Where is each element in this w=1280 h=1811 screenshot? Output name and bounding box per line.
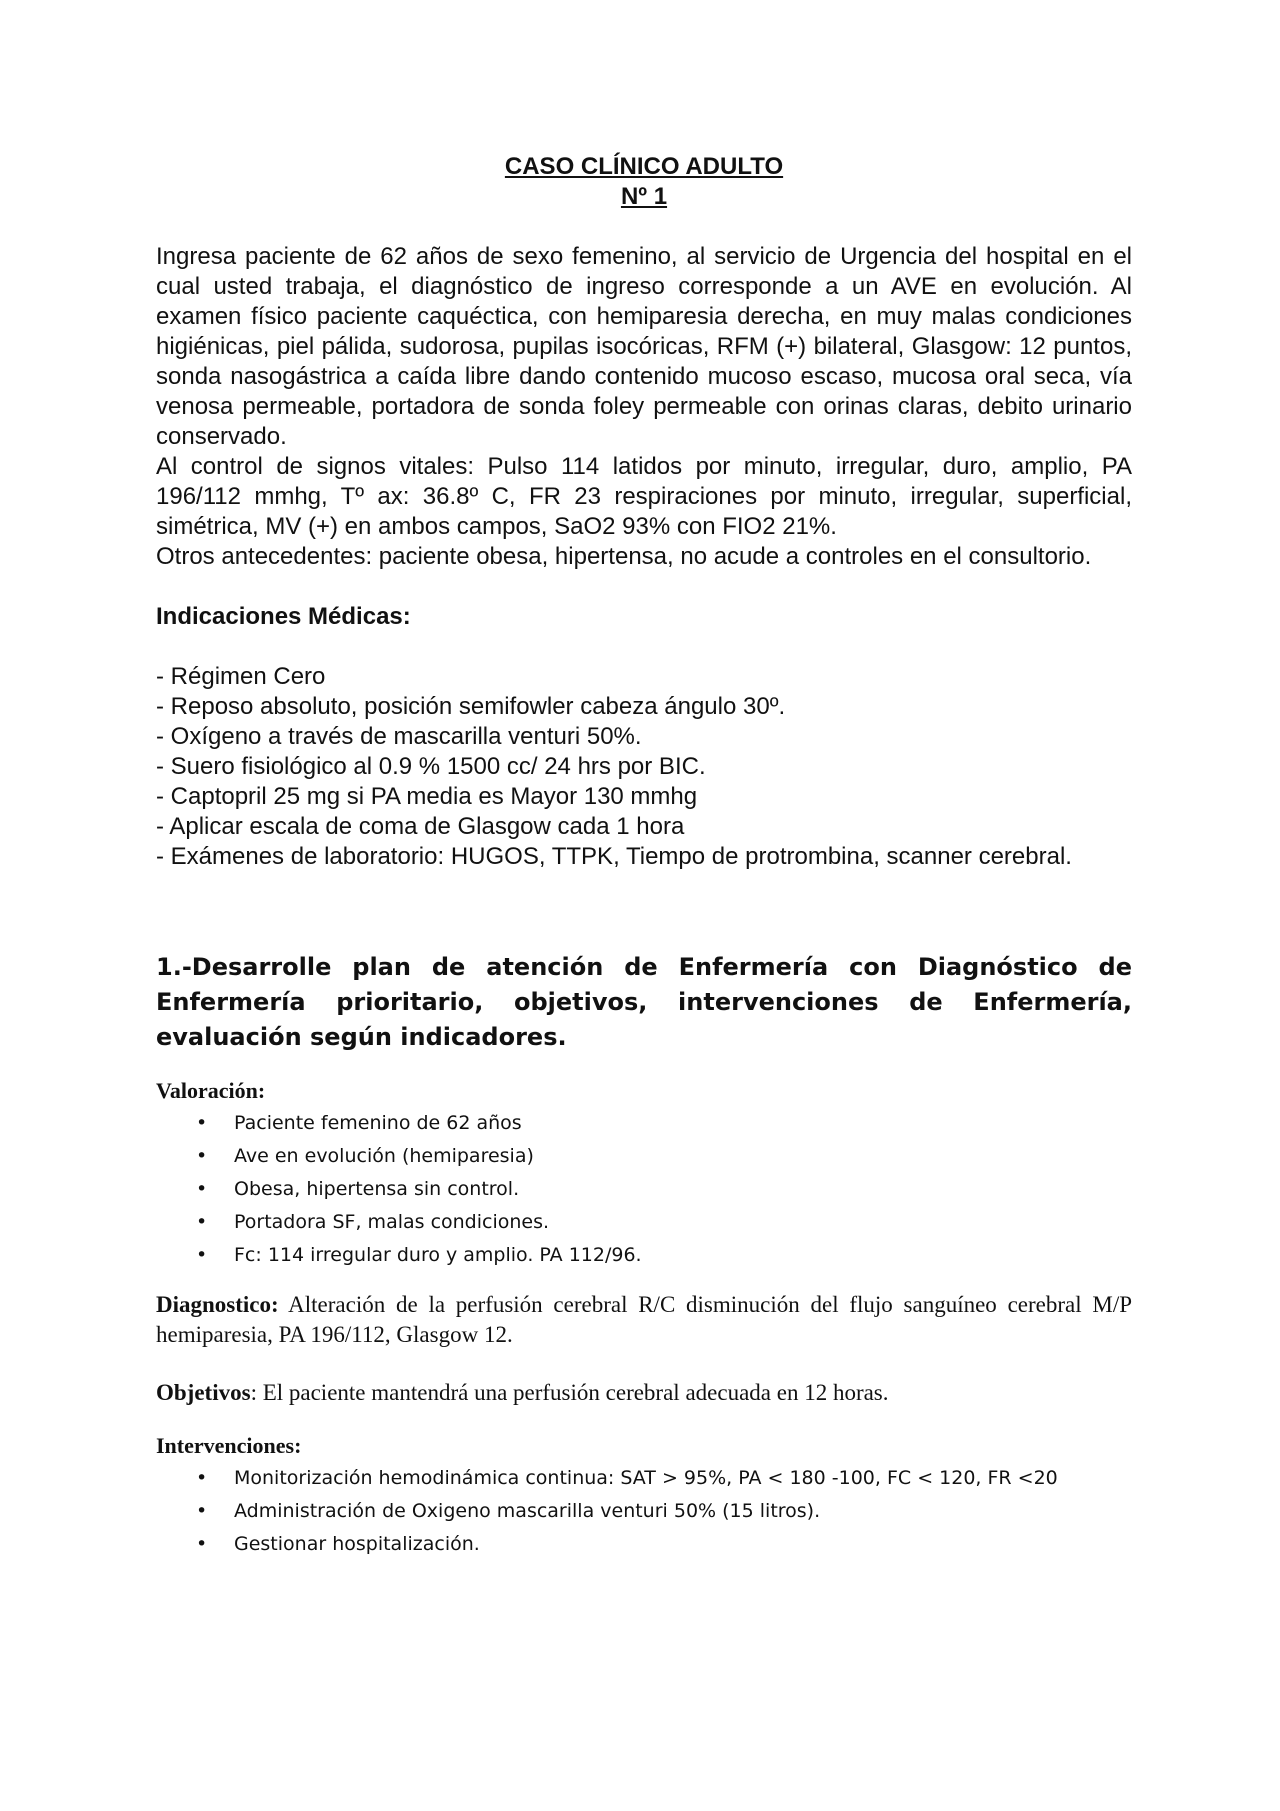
list-item: - Captopril 25 mg si PA media es Mayor 130 mmhg bbox=[156, 783, 698, 810]
case-paragraph-3: Otros antecedentes: paciente obesa, hipertensa, no acude a controles en el consultorio. bbox=[156, 543, 1092, 570]
valoracion-heading: Valoración: bbox=[156, 1078, 266, 1103]
indications-list bbox=[156, 662, 1132, 872]
list-item: - Reposo absoluto, posición semifowler cabeza ángulo 30º. bbox=[156, 693, 786, 720]
objetivos-text: : El paciente mantendrá una perfusión cerebral adecuada en 12 horas. bbox=[250, 1380, 889, 1405]
bullet-icon: • bbox=[196, 1112, 208, 1134]
list-item: - Régimen Cero bbox=[156, 663, 326, 690]
bullet-icon: • bbox=[196, 1211, 208, 1233]
bullet-icon: • bbox=[196, 1244, 208, 1266]
list-item: - Exámenes de laboratorio: HUGOS, TTPK, Tiempo de protrombina, scanner cerebral. bbox=[156, 843, 1072, 870]
list-item: • Ave en evolución (hemiparesia) bbox=[196, 1140, 1132, 1173]
intervenciones-list bbox=[156, 1462, 1132, 1561]
bullet-icon: • bbox=[196, 1467, 208, 1489]
list-item: • Gestionar hospitalización. bbox=[196, 1528, 1132, 1561]
list-item: - Oxígeno a través de mascarilla venturi 50%. bbox=[156, 723, 642, 750]
objetivos-paragraph bbox=[156, 1378, 1132, 1408]
case-paragraph-2: Al control de signos vitales: Pulso 114 latidos por minuto, irregular, duro, amplio, PA 196/112 mmhg, Tº ax: 36.8º C, FR 23 respiraciones por minuto, irregular, superficial, simétrica, MV (+) en ambos campos, SaO2 93% con FIO2 21%. bbox=[156, 453, 1132, 540]
list-item: • Paciente femenino de 62 años bbox=[196, 1107, 1132, 1140]
list-item: • Portadora SF, malas condiciones. bbox=[196, 1206, 1132, 1239]
indications-heading: Indicaciones Médicas: bbox=[156, 603, 411, 630]
question-heading: 1.-Desarrolle plan de atención de Enfermería con Diagnóstico de Enfermería prioritario, objetivos, intervenciones de Enfermería, evaluación según indicadores. bbox=[156, 953, 1132, 1051]
list-item: • Obesa, hipertensa sin control. bbox=[196, 1173, 1132, 1206]
bullet-icon: • bbox=[196, 1500, 208, 1522]
bullet-icon: • bbox=[196, 1178, 208, 1200]
case-paragraph-1: Ingresa paciente de 62 años de sexo femenino, al servicio de Urgencia del hospital en el cual usted trabaja, el diagnóstico de ingreso corresponde a un AVE en evolución. Al examen físico paciente caquéctica, con hemiparesia derecha, en muy malas condiciones higiénicas, piel pálida, sudorosa, pupilas isocóricas, RFM (+) bilateral, Glasgow: 12 puntos, sonda nasogástrica a caída libre dando contenido mucoso escaso, mucosa oral seca, vía venosa permeable, portadora de sonda foley permeable con orinas claras, debito urinario conservado. bbox=[156, 243, 1132, 450]
bullet-icon: • bbox=[196, 1145, 208, 1167]
list-item: - Suero fisiológico al 0.9 % 1500 cc/ 24 hrs por BIC. bbox=[156, 753, 706, 780]
list-item: • Administración de Oxigeno mascarilla venturi 50% (15 litros). bbox=[196, 1495, 1132, 1528]
diagnostico-label: Diagnostico: bbox=[156, 1292, 279, 1317]
bullet-icon: • bbox=[196, 1533, 208, 1555]
document-subtitle: Nº 1 bbox=[620, 183, 668, 210]
intervenciones-heading: Intervenciones: bbox=[156, 1433, 302, 1458]
objetivos-label: Objetivos bbox=[156, 1380, 251, 1405]
diagnostico-paragraph bbox=[156, 1290, 1132, 1350]
list-item: • Fc: 114 irregular duro y amplio. PA 112/96. bbox=[196, 1239, 1132, 1272]
document-page bbox=[156, 152, 1132, 1561]
diagnostico-text: Alteración de la perfusión cerebral R/C disminución del flujo sanguíneo cerebral M/P hemiparesia, PA 196/112, Glasgow 12. bbox=[156, 1292, 1132, 1347]
document-title: CASO CLÍNICO ADULTO bbox=[504, 153, 784, 180]
valoracion-list bbox=[156, 1107, 1132, 1272]
list-item: • Monitorización hemodinámica continua: SAT > 95%, PA < 180 -100, FC < 120, FR <20 bbox=[196, 1462, 1132, 1495]
list-item: - Aplicar escala de coma de Glasgow cada 1 hora bbox=[156, 813, 685, 840]
